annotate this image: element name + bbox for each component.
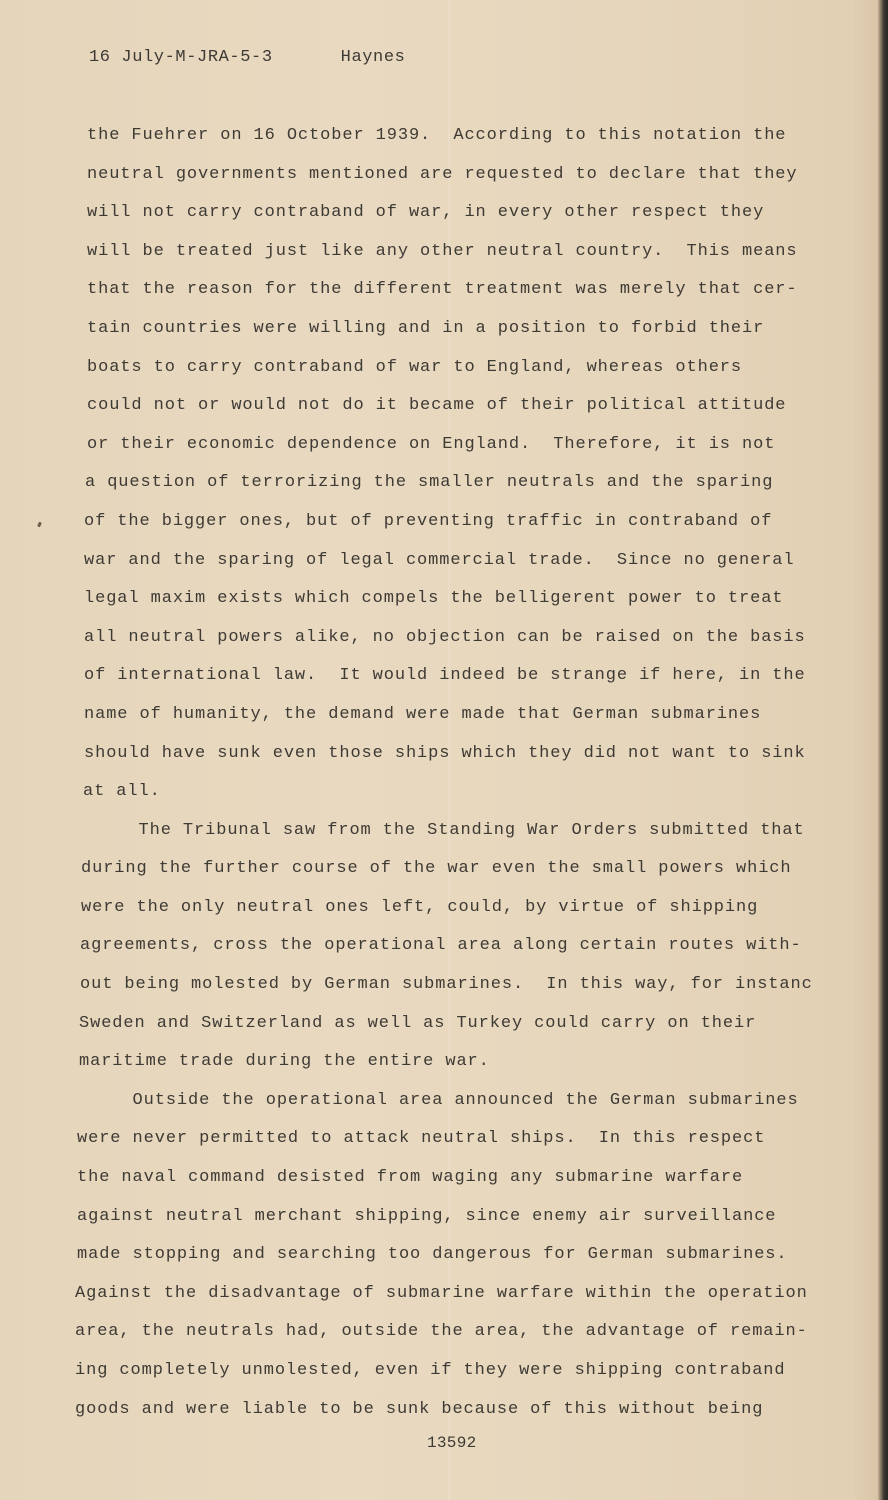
- text-line: area, the neutrals had, outside the area, the advantage of remain-: [75, 1322, 808, 1342]
- text-line: were never permitted to attack neutral ships. In this respect: [77, 1129, 766, 1149]
- text-line: all neutral powers alike, no objection can be raised on the basis: [84, 627, 806, 647]
- reporter-name: Haynes: [340, 48, 406, 67]
- text-line: tain countries were willing and in a position to forbid their: [87, 318, 765, 338]
- text-line: maritime trade during the entire war.: [79, 1052, 490, 1072]
- text-line: that the reason for the different treatment was merely that cer-: [87, 280, 798, 300]
- page-header: [89, 48, 405, 67]
- text-line: of the bigger ones, but of preventing traffic in contraband of: [84, 511, 773, 531]
- text-line: goods and were liable to be sunk because of this without being: [75, 1399, 764, 1419]
- text-line: Against the disadvantage of submarine warfare within the operation: [75, 1283, 808, 1303]
- text-line: could not or would not do it became of their political attitude: [87, 396, 787, 416]
- text-line: or their economic dependence on England. Therefore, it is not: [87, 434, 776, 454]
- stray-ink-mark: [37, 522, 42, 528]
- text-line: agreements, cross the operational area along certain routes with-: [80, 936, 802, 956]
- text-line: of international law. It would indeed be strange if here, in the: [84, 666, 806, 686]
- text-line: the naval command desisted from waging any submarine warfare: [77, 1168, 744, 1188]
- typed-body-text: [75, 122, 847, 1434]
- text-line: will not carry contraband of war, in every other respect they: [87, 203, 765, 223]
- text-line: legal maxim exists which compels the belligerent power to treat: [84, 589, 784, 609]
- text-line: Sweden and Switzerland as well as Turkey could carry on their: [79, 1013, 757, 1033]
- scan-edge: [878, 0, 888, 1500]
- text-line: a question of terrorizing the smaller neutrals and the sparing: [85, 473, 774, 493]
- text-line: boats to carry contraband of war to England, whereas others: [87, 357, 742, 377]
- text-line: made stopping and searching too dangerous for German submarines.: [77, 1245, 788, 1265]
- text-line: name of humanity, the demand were made that German submarines: [84, 704, 762, 724]
- text-line: should have sunk even those ships which they did not want to sink: [84, 743, 806, 763]
- text-line: the Fuehrer on 16 October 1939. According to this notation the: [87, 126, 787, 145]
- text-line: war and the sparing of legal commercial trade. Since no general: [84, 550, 795, 570]
- text-line: The Tribunal saw from the Standing War Orders submitted that: [83, 820, 805, 840]
- text-line: Outside the operational area announced the German submarines: [77, 1090, 799, 1110]
- text-line: ing completely unmolested, even if they were shipping contraband: [75, 1361, 786, 1380]
- text-line: were the only neutral ones left, could, by virtue of shipping: [81, 897, 759, 917]
- text-line: will be treated just like any other neutral country. This means: [87, 241, 798, 261]
- text-line: against neutral merchant shipping, since enemy air surveillance: [77, 1206, 777, 1226]
- text-line: at all.: [83, 782, 161, 802]
- text-line: during the further course of the war even the small powers which: [81, 859, 792, 879]
- text-line: neutral governments mentioned are requested to declare that they: [87, 164, 798, 184]
- page-number: 13592: [427, 1434, 477, 1452]
- document-reference: 16 July-M-JRA-5-3: [89, 48, 273, 67]
- text-line: out being molested by German submarines. In this way, for instanc: [80, 975, 813, 995]
